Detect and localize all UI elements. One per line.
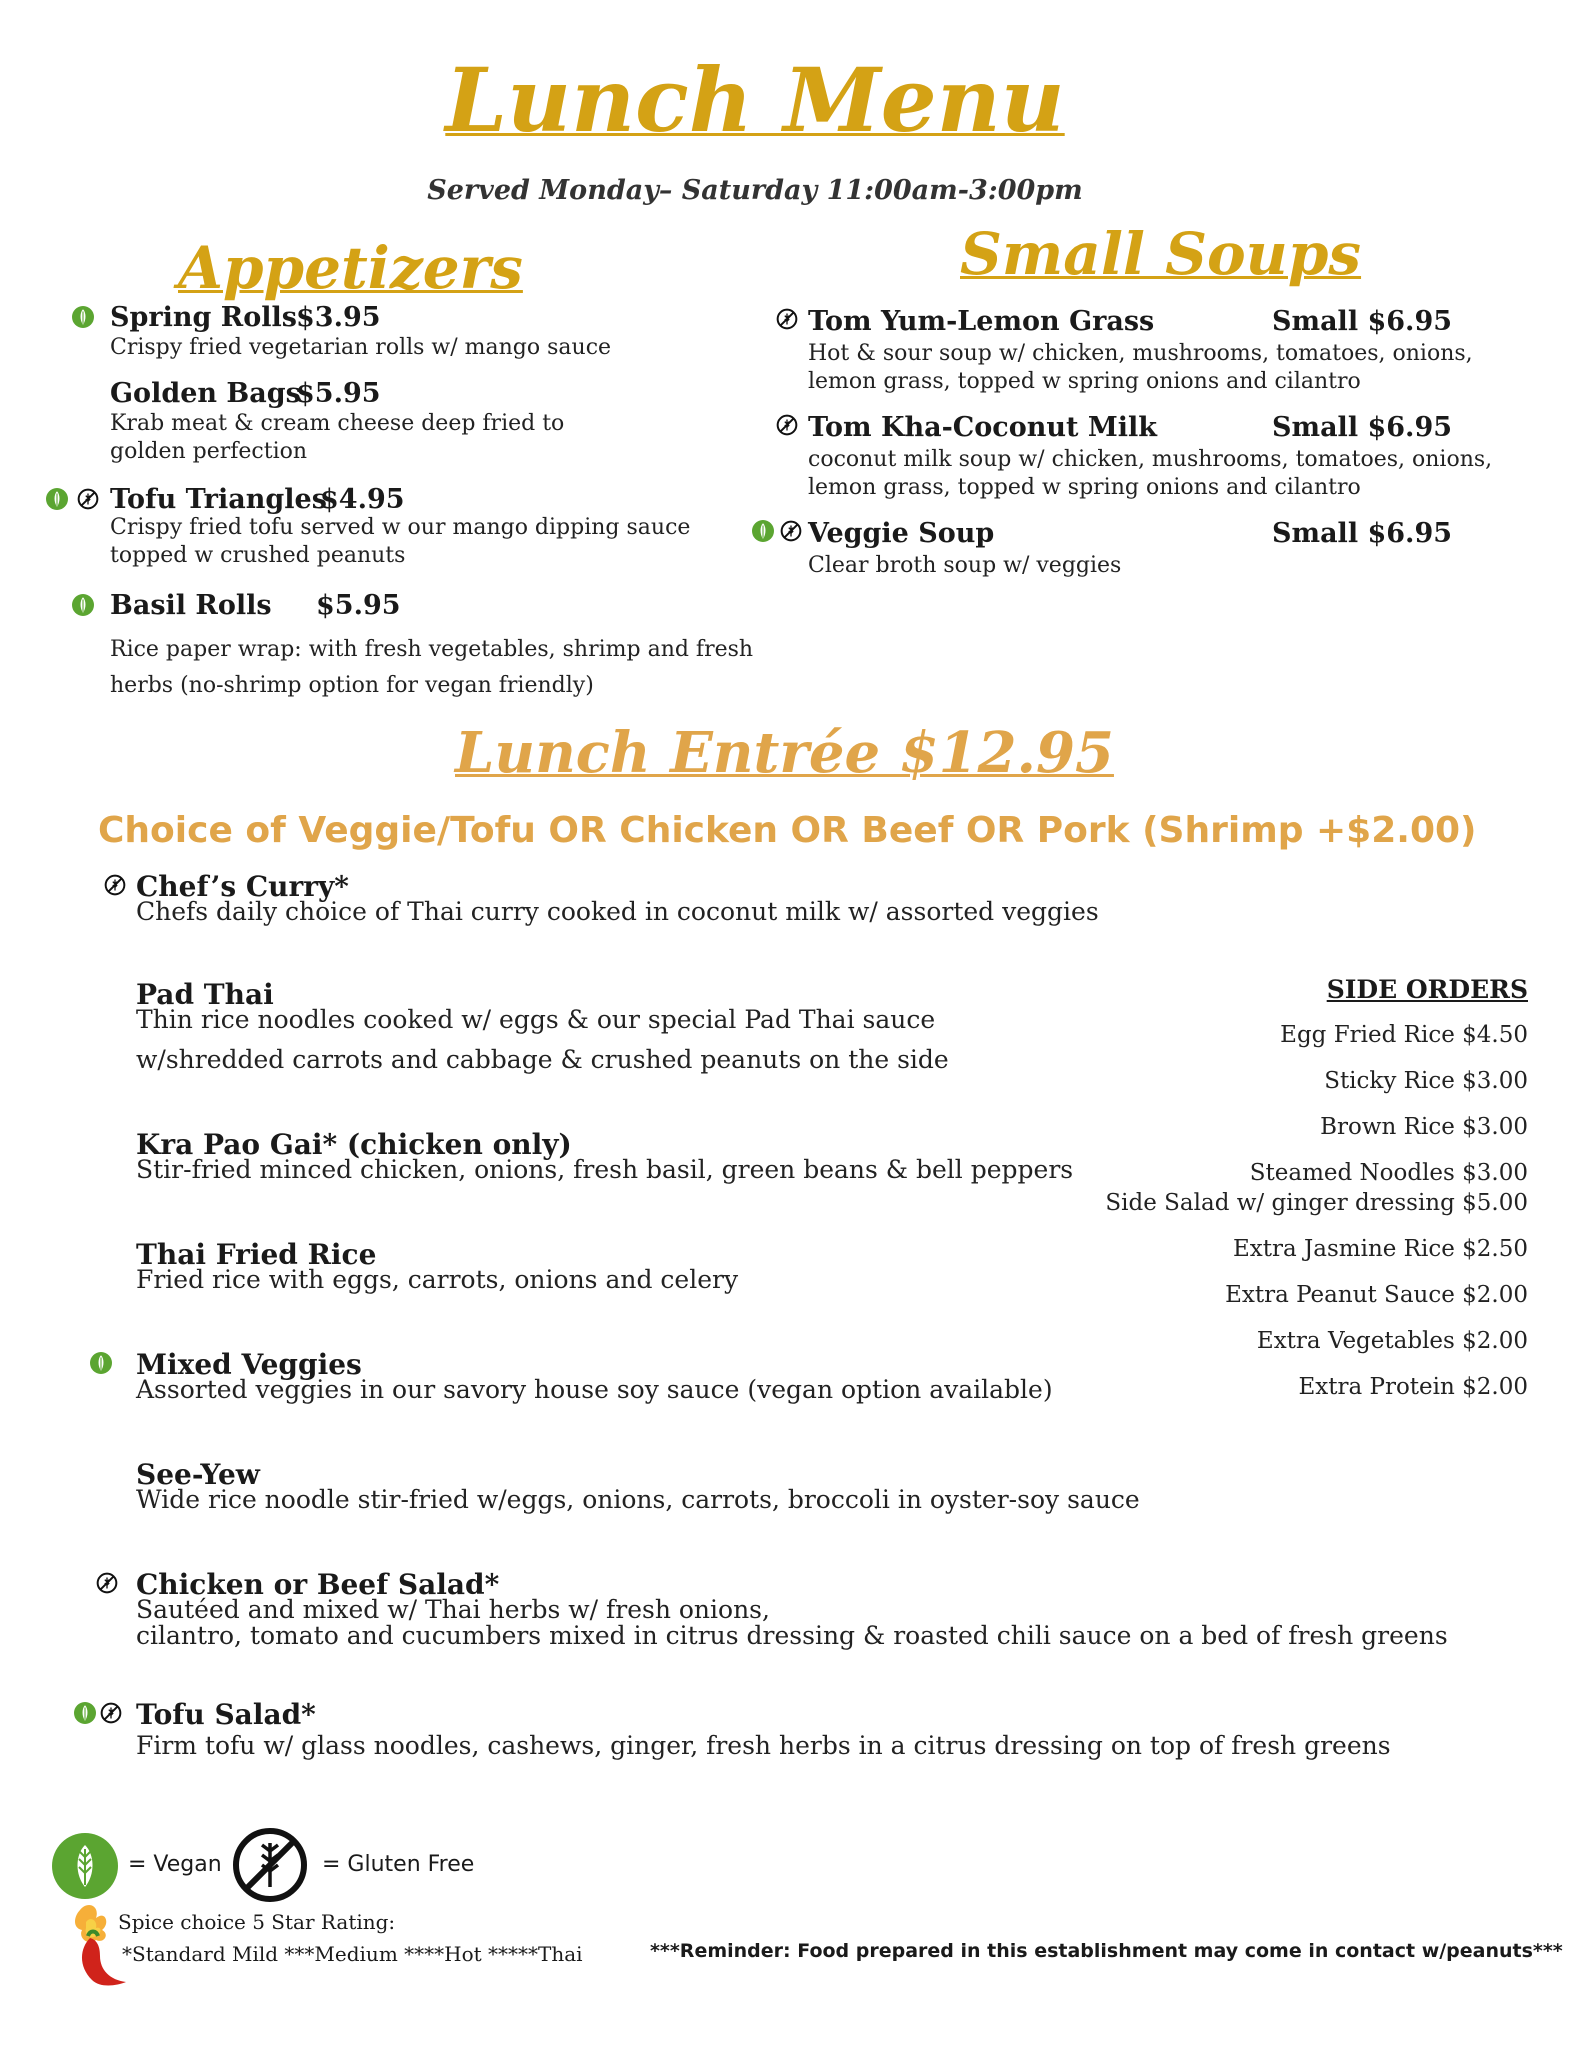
soup-desc: Hot & sour soup w/ chicken, mushrooms, tomatoes, onions, [808, 341, 1473, 366]
side-order-item: Egg Fried Rice $4.50 [1280, 1022, 1528, 1048]
appetizer-desc: Crispy fried vegetarian rolls w/ mango sauce [110, 335, 612, 360]
entree-name: See-Yew [136, 1458, 260, 1491]
spice-rating-title: Spice choice 5 Star Rating: [118, 1910, 396, 1934]
entree-desc: Assorted veggies in our savory house soy sauce (vegan option available) [136, 1375, 1053, 1404]
entree-name: Kra Pao Gai* (chicken only) [136, 1128, 572, 1161]
gluten-free-icon [776, 414, 798, 436]
entree-desc: Firm tofu w/ glass noodles, cashews, ginger, fresh herbs in a citrus dressing on top of fresh greens [136, 1731, 1391, 1760]
vegan-icon [74, 1702, 96, 1724]
gluten-free-icon [96, 1572, 118, 1594]
entree-name: Chicken or Beef Salad* [136, 1568, 500, 1601]
entree-desc: Stir-fried minced chicken, onions, fresh basil, green beans & bell peppers [136, 1155, 1074, 1184]
side-order-item: Extra Peanut Sauce $2.00 [1225, 1282, 1528, 1308]
spice-rating-levels: *Standard Mild ***Medium ****Hot *****Thai [122, 1942, 583, 1966]
served-hours: Served Monday– Saturday 11:00am-3:00pm [427, 175, 1083, 206]
protein-choice: Choice of Veggie/Tofu OR Chicken OR Beef OR Pork (Shrimp +$2.00) [98, 810, 1477, 851]
entree-desc: Chefs daily choice of Thai curry cooked in coconut milk w/ assorted veggies [136, 897, 1099, 926]
appetizer-desc: Rice paper wrap: with fresh vegetables, shrimp and fresh [110, 637, 754, 662]
appetizer-desc: golden perfection [110, 439, 308, 464]
legend-gluten-free-label: = Gluten Free [322, 1852, 475, 1877]
side-order-item: Extra Jasmine Rice $2.50 [1233, 1236, 1528, 1262]
entree-name: Chef’s Curry* [136, 870, 349, 903]
appetizer-name: Basil Rolls [110, 590, 272, 621]
side-order-item: Sticky Rice $3.00 [1324, 1068, 1528, 1094]
gluten-free-icon [232, 1827, 308, 1903]
vegan-icon [72, 594, 94, 616]
appetizer-name: Spring Rolls [110, 302, 297, 333]
side-order-item: Brown Rice $3.00 [1320, 1114, 1528, 1140]
appetizer-price: $5.95 [296, 378, 381, 409]
entree-desc: w/shredded carrots and cabbage & crushed peanuts on the side [136, 1045, 949, 1074]
peanut-reminder: ***Reminder: Food prepared in this establishment may come in contact w/peanuts*** [650, 1940, 1563, 1962]
entree-heading: Lunch Entrée $12.95 [455, 720, 1114, 786]
soup-desc: lemon grass, topped w spring onions and cilantro [808, 369, 1361, 394]
vegan-icon [90, 1352, 112, 1374]
side-order-item: Extra Protein $2.00 [1298, 1374, 1528, 1400]
soup-name: Tom Yum-Lemon Grass [808, 306, 1155, 337]
appetizer-desc: topped w crushed peanuts [110, 543, 406, 568]
appetizer-desc: Krab meat & cream cheese deep fried to [110, 411, 565, 436]
soup-price: Small $6.95 [1272, 518, 1453, 549]
vegan-icon [46, 488, 68, 510]
soup-name: Tom Kha-Coconut Milk [808, 412, 1157, 443]
soup-desc: lemon grass, topped w spring onions and cilantro [808, 475, 1361, 500]
soup-price: Small $6.95 [1272, 412, 1453, 443]
soup-name: Veggie Soup [808, 518, 995, 549]
entree-name: Mixed Veggies [136, 1348, 362, 1381]
entree-name: Thai Fried Rice [136, 1238, 377, 1271]
gluten-free-icon [100, 1702, 122, 1724]
entree-desc: cilantro, tomato and cucumbers mixed in citrus dressing & roasted chili sauce on a bed of fresh greens [136, 1621, 1448, 1650]
gluten-free-icon [776, 308, 798, 330]
appetizer-price: $4.95 [320, 484, 405, 515]
appetizer-name: Golden Bags [110, 378, 301, 409]
vegan-icon [52, 1833, 118, 1899]
gluten-free-icon [77, 488, 99, 510]
side-order-item: Side Salad w/ ginger dressing $5.00 [1105, 1190, 1528, 1216]
entree-desc: Sautéed and mixed w/ Thai herbs w/ fresh onions, [136, 1595, 770, 1624]
legend-vegan-label: = Vegan [128, 1852, 222, 1877]
appetizer-desc: herbs (no-shrimp option for vegan friendly) [110, 673, 594, 698]
entree-desc: Fried rice with eggs, carrots, onions and celery [136, 1265, 739, 1294]
entree-name: Pad Thai [136, 978, 274, 1011]
page-title: Lunch Menu [445, 48, 1065, 152]
side-order-item: Steamed Noodles $3.00 [1249, 1160, 1528, 1186]
vegan-icon [752, 520, 774, 542]
side-orders-heading: SIDE ORDERS [1326, 975, 1528, 1004]
gluten-free-icon [780, 520, 802, 542]
appetizer-price: $3.95 [296, 302, 381, 333]
appetizer-price: $5.95 [316, 590, 401, 621]
side-order-item: Extra Vegetables $2.00 [1256, 1328, 1528, 1354]
entree-desc: Thin rice noodles cooked w/ eggs & our special Pad Thai sauce [136, 1005, 936, 1034]
gluten-free-icon [104, 874, 126, 896]
soup-desc: Clear broth soup w/ veggies [808, 553, 1122, 578]
entree-name: Tofu Salad* [136, 1698, 316, 1731]
vegan-icon [72, 306, 94, 328]
entree-desc: Wide rice noodle stir-fried w/eggs, onions, carrots, broccoli in oyster-soy sauce [136, 1485, 1140, 1514]
appetizer-name: Tofu Triangles [110, 484, 327, 515]
soup-desc: coconut milk soup w/ chicken, mushrooms, tomatoes, onions, [808, 447, 1493, 472]
soup-price: Small $6.95 [1272, 306, 1453, 337]
appetizer-desc: Crispy fried tofu served w our mango dipping sauce [110, 515, 691, 540]
soups-heading: Small Soups [960, 220, 1362, 288]
appetizers-heading: Appetizers [178, 234, 523, 302]
